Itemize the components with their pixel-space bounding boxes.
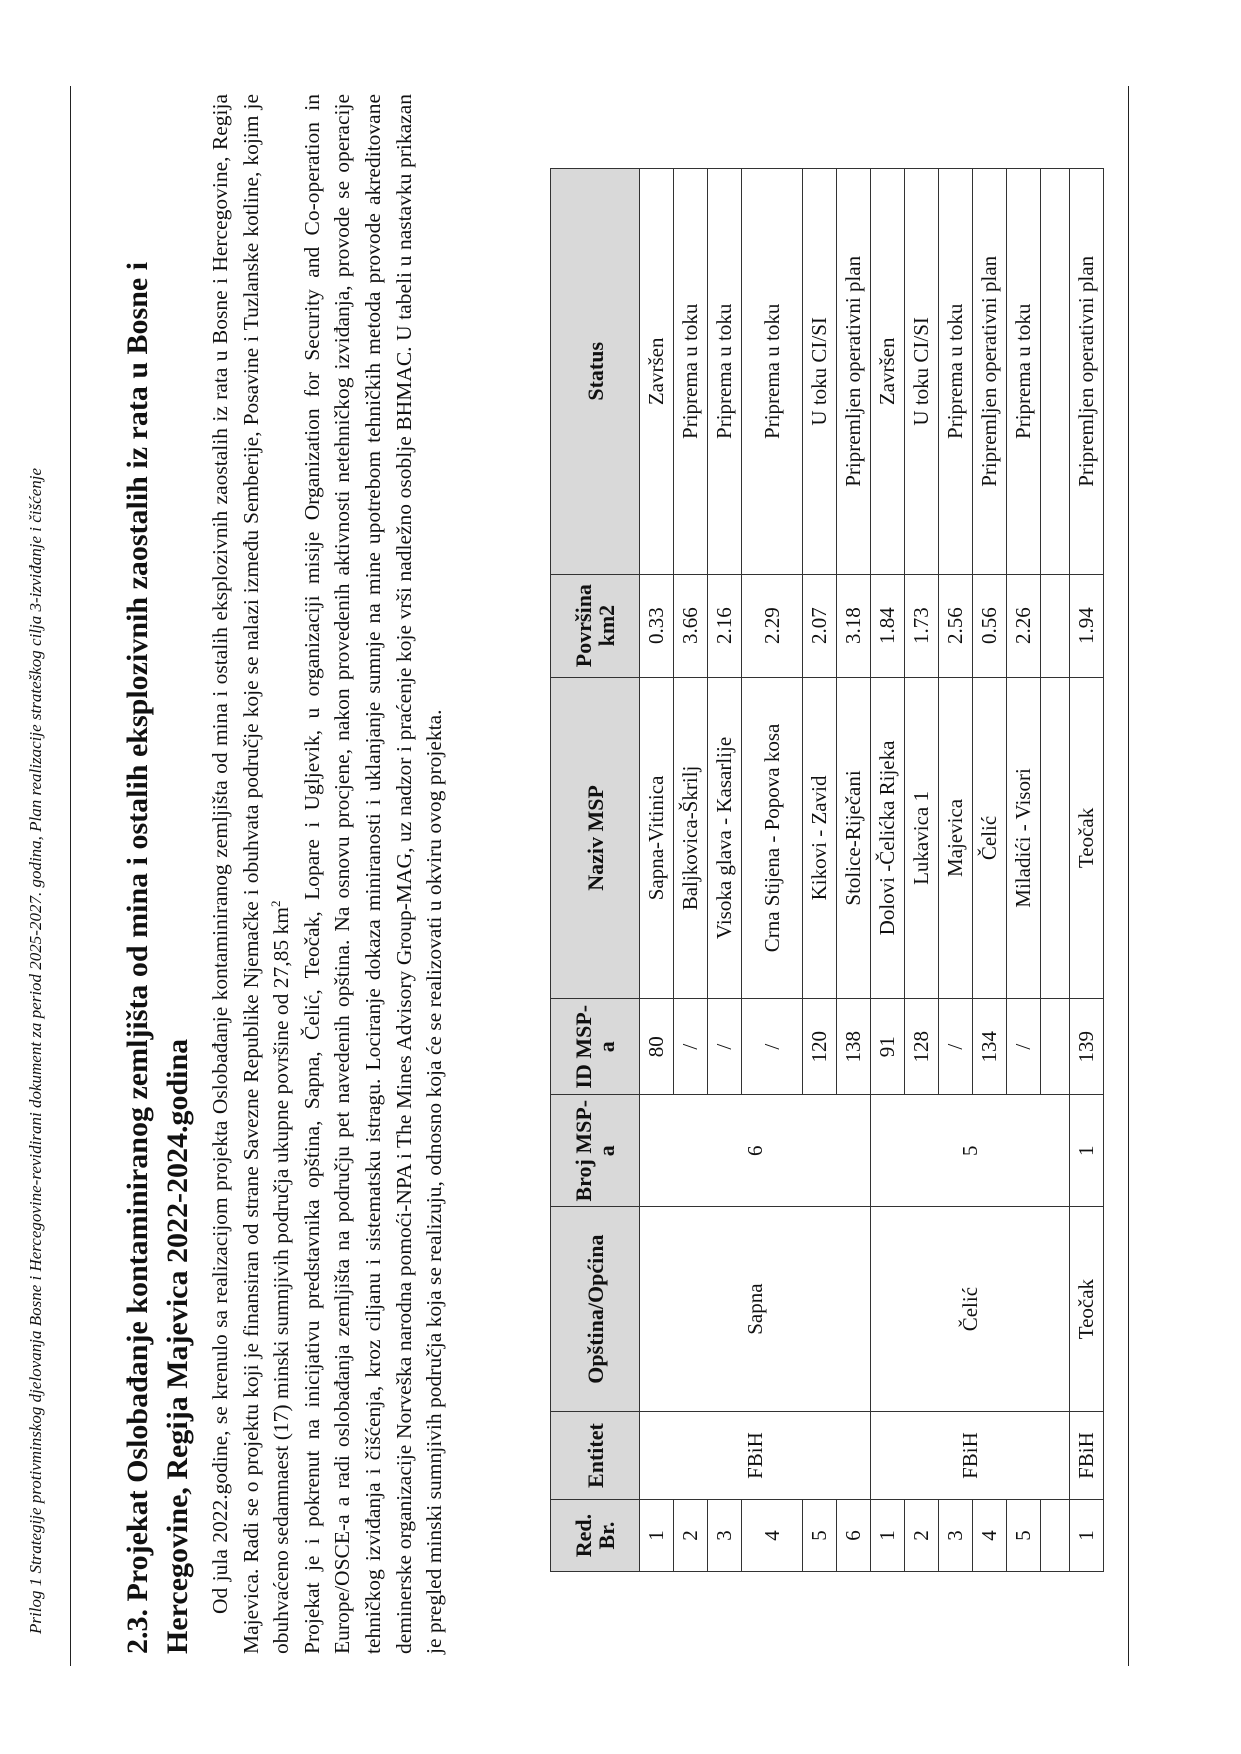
running-head: Prilog 1 Strategije protivminskog djelovanja Bosne i Hercegovine-revidirani dokument za period 2025-2027. godina, Plan realizacije strateškog cilja 3-izviđanje i čišćenje	[26, 467, 45, 1634]
table-row: 4 / Crna Stijena - Popova kosa 2.29 Priprema u toku	[742, 169, 803, 1572]
table-row: 3 / Majevica 2.56 Priprema u toku	[939, 169, 973, 1572]
entitet-cell: FBiH	[871, 1412, 1070, 1500]
table-row: 5 / Miladići - Visori 2.26 Priprema u toku	[1007, 169, 1041, 1572]
broj-cell: 6	[640, 1095, 871, 1207]
header-status: Status	[551, 169, 640, 575]
section-title	[118, 94, 198, 1654]
table-row: 1 FBiH Sapna 6 80 Sapna-Vitinica 0.33 Završen	[640, 169, 674, 1572]
msp-table	[550, 168, 1104, 1572]
header-broj-msp: Broj MSP-a	[551, 1095, 640, 1207]
header-naziv-msp: Naziv MSP	[551, 677, 640, 999]
header-entitet: Entitet	[551, 1412, 640, 1500]
table-row: 3 / Visoka glava - Kasarlije 2.16 Priprema u toku	[708, 169, 742, 1572]
header-povrsina: Površina km2	[551, 574, 640, 677]
header-rule	[70, 86, 71, 1666]
section-number: 2.3.	[121, 1609, 154, 1654]
opstina-cell: Čelić	[871, 1207, 1070, 1412]
paragraph-1: Od jula 2022.godine, se krenulo sa realizacijom projekta Oslobađanje kontaminiranog zemljišta od mina i ostalih eksplozivnih zaostalih iz rata u Bosne i Hercegovine, Regija Majevica. Radi se o projektu koji je finansiran od strane Savezne Republike Njemačke i obuhvata područje koje se nalazi između Semberije, Posavine i Tuzlanske kotline, kojim je obuhvaćeno sedamnaest (17) minski sumnjivih područja ukupne površine od 27,85 $km^2$	[208, 94, 294, 1654]
entitet-cell: FBiH	[1070, 1412, 1104, 1500]
table-row: 1 FBiH Čelić 5 91 Dolovi -Čelićka Rijeka 1.84 Završen	[871, 169, 905, 1572]
header-red-br: Red. Br.	[551, 1500, 640, 1572]
opstina-cell: Sapna	[640, 1207, 871, 1412]
table-row: 6 138 Stolice-Riječani 3.18 Pripremljen operativni plan	[837, 169, 871, 1572]
table-header-row	[551, 169, 640, 1572]
table-row: 5 120 Kikovi - Zavid 2.07 U toku CI/SI	[803, 169, 837, 1572]
body-text	[205, 94, 450, 1654]
table-row: 2 128 Lukavica 1 1.73 U toku CI/SI	[905, 169, 939, 1572]
footer-rule	[1128, 86, 1129, 1666]
table-row: 2 / Baljkovica-Škrilj 3.66 Priprema u toku	[674, 169, 708, 1572]
broj-cell: 1	[1070, 1095, 1104, 1207]
entitet-cell: FBiH	[640, 1412, 871, 1500]
section-heading: Projekat Oslobađanje kontaminiranog zemljišta od mina i ostalih eksplozivnih zaostalih iz rata u Bosne i Hercegovine, Regija Majevica 2022-2024.godina	[121, 261, 194, 1654]
paragraph-2: Projekat je i pokrenut na inicijativu predstavnika opština, Sapna, Čelić, Teočak, Lopare i Ugljevik, u organizaciji misije Organization for Security and Co-operation in Europe/OSCE-a a radi oslobađanja zemljišta na području pet navedenih opština. Na osnovu procjene, nakon provedenih aktivnosti netehničkog izviđanja, provode se operacije tehničkog izviđanja i čišćenja, kroz ciljanu i sistematsku istragu. Lociranje dokaza miniranosti i uklanjanje sumnje na mine upotrebom tehničkih metoda provode akreditovane deminerske organizacije Norveška narodna pomoći-NPA i The Mines Advisory Group-MAG, uz nadzor i praćenje koje vrši nadležno osoblje BHMAC. U tabeli u nastavku prikazan je pregled minski sumnjivih područja koja se realizuju, odnosno koja će se realizovati u okviru ovog projekta.	[299, 94, 447, 1654]
broj-cell: 5	[871, 1095, 1070, 1207]
header-opstina: Opština/Općina	[551, 1207, 640, 1412]
opstina-cell: Teočak	[1070, 1207, 1104, 1412]
header-id-msp: ID MSP-a	[551, 999, 640, 1095]
table-row: 1 FBiH Teočak 1 139 Teočak 1.94 Pripremljen operativni plan	[1070, 169, 1104, 1572]
table-row: 4 134 Čelić 0.56 Pripremljen operativni plan	[973, 169, 1007, 1572]
